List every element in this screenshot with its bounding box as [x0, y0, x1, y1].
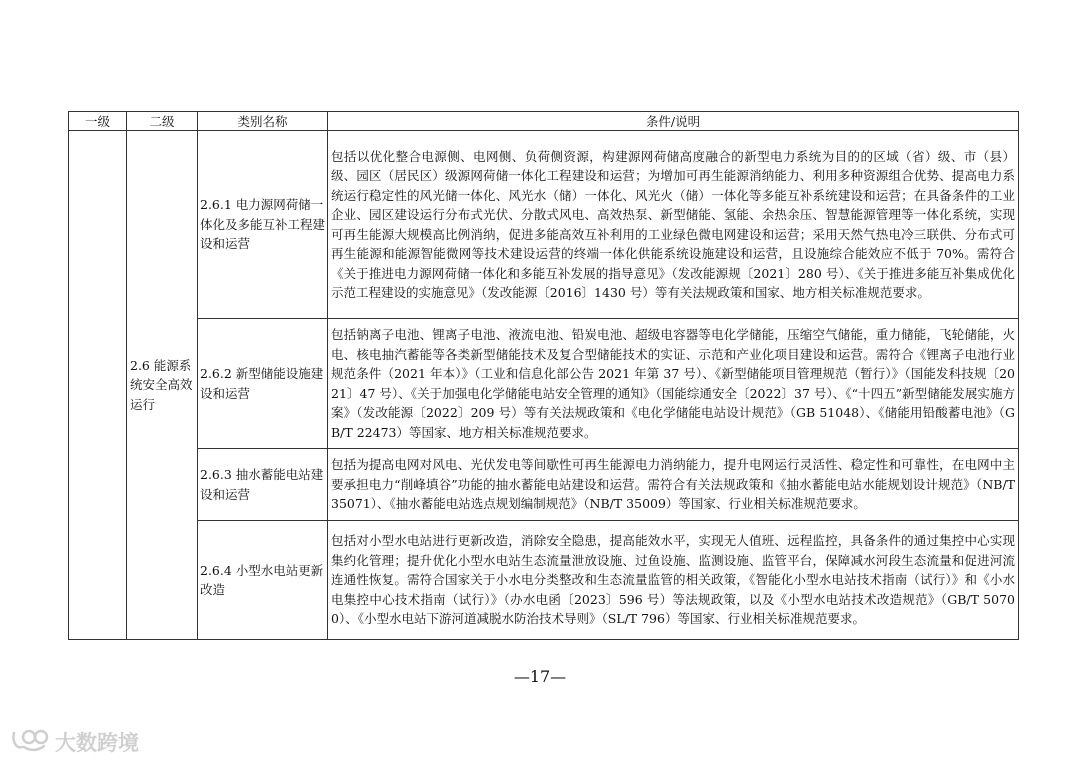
category-cell: 2.6.4 小型水电站更新改造 [198, 521, 328, 640]
category-cell: 2.6.2 新型储能设施建设和运营 [198, 319, 328, 449]
category-cell: 2.6.3 抽水蓄能电站建设和运营 [198, 449, 328, 521]
standards-table [68, 111, 1019, 640]
watermark-text: 大数跨境 [55, 731, 139, 755]
table-row [69, 131, 1019, 319]
level1-cell [69, 131, 127, 640]
header-level2: 二级 [127, 112, 198, 131]
level2-cell: 2.6 能源系统安全高效运行 [127, 131, 198, 640]
logo-icon [10, 727, 50, 757]
table-header-row [69, 112, 1019, 131]
description-cell: 包括以优化整合电源侧、电网侧、负荷侧资源，构建源网荷储高度融合的新型电力系统为目的的区域（省）级、市（县）级、园区（居民区）级源网荷储一体化工程建设和运营；为增加可再生能源消纳能力、利用多种资源组合优势、提高电力系统运行稳定性的风光储一体化、风光水（储）一体化、风光火（储）一体化等多能互补系统建设和运营；在具备条件的工业企业、园区建设运行分布式光伏、分散式风电、高效热泵、新型储能、氢能、余热余压、智慧能源管理等一体化系统，实现可再生能源大规模高比例消纳，促进多能高效互补利用的工业绿色微电网建设和运营；采用天然气热电冷三联供、分布式可再生能源和能源智能微网等技术建设运营的终端一体化供能系统设施建设和运营，且设施综合能效应不低于 70%。需符合《关于推进电力源网荷储一体化和多能互补发展的指导意见》（发改能源规〔2021〕280 号）、《关于推进多能互补集成优化示范工程建设的实施意见》（发改能源〔2016〕1430 号）等有关法规政策和国家、地方相关标准规范要求。 [328, 131, 1019, 319]
category-cell: 2.6.1 电力源网荷储一体化及多能互补工程建设和运营 [198, 131, 328, 319]
page-number: —17— [513, 667, 567, 686]
table-row [69, 521, 1019, 640]
description-cell: 包括钠离子电池、锂离子电池、液流电池、铅炭电池、超级电容器等电化学储能，压缩空气储能，重力储能，飞轮储能，火电、核电抽汽蓄能等各类新型储能技术及复合型储能技术的实证、示范和产业化项目建设和运营。需符合《锂离子电池行业规范条件（2021 年本）》（工业和信息化部公告 2021 年第 37 号）、《新型储能项目管理规范（暂行）》（国能发科技规〔2021〕47 号）、《关于加强电化学储能电站安全管理的通知》（国能综通安全〔2022〕37 号）、《“十四五”新型储能发展实施方案》（发改能源〔2022〕209 号）等有关法规政策和《电化学储能电站设计规范》（GB 51048）、《储能用铅酸蓄电池》（GB/T 22473）等国家、地方相关标准规范要求。 [328, 319, 1019, 449]
header-conditions: 条件/说明 [328, 112, 1019, 131]
header-level1: 一级 [69, 112, 127, 131]
description-cell: 包括为提高电网对风电、光伏发电等间歇性可再生能源电力消纳能力，提升电网运行灵活性、稳定性和可靠性，在电网中主要承担电力“削峰填谷”功能的抽水蓄能电站建设和运营。需符合有关法规政策和《抽水蓄能电站水能规划设计规范》（NB/T 35071）、《抽水蓄能电站选点规划编制规范》（NB/T 35009）等国家、行业相关标准规范要求。 [328, 449, 1019, 521]
header-category: 类别名称 [198, 112, 328, 131]
table-row [69, 449, 1019, 521]
watermark [10, 727, 139, 757]
description-cell: 包括对小型水电站进行更新改造，消除安全隐患，提高能效水平，实现无人值班、远程监控，具备条件的通过集控中心实现集约化管理；提升优化小型水电站生态流量泄放设施、过鱼设施、监测设施、监管平台，保障减水河段生态流量和促进河流连通性恢复。需符合国家关于小水电分类整改和生态流量监管的相关政策，《智能化小型水电站技术指南（试行）》和《小水电集控中心技术指南（试行）》（办水电函〔2023〕596 号）等法规政策，以及《小型水电站技术改造规范》（GB/T 50700）、《小型水电站下游河道减脱水防治技术导则》（SL/T 796）等国家、行业相关标准规范要求。 [328, 521, 1019, 640]
table-row [69, 319, 1019, 449]
